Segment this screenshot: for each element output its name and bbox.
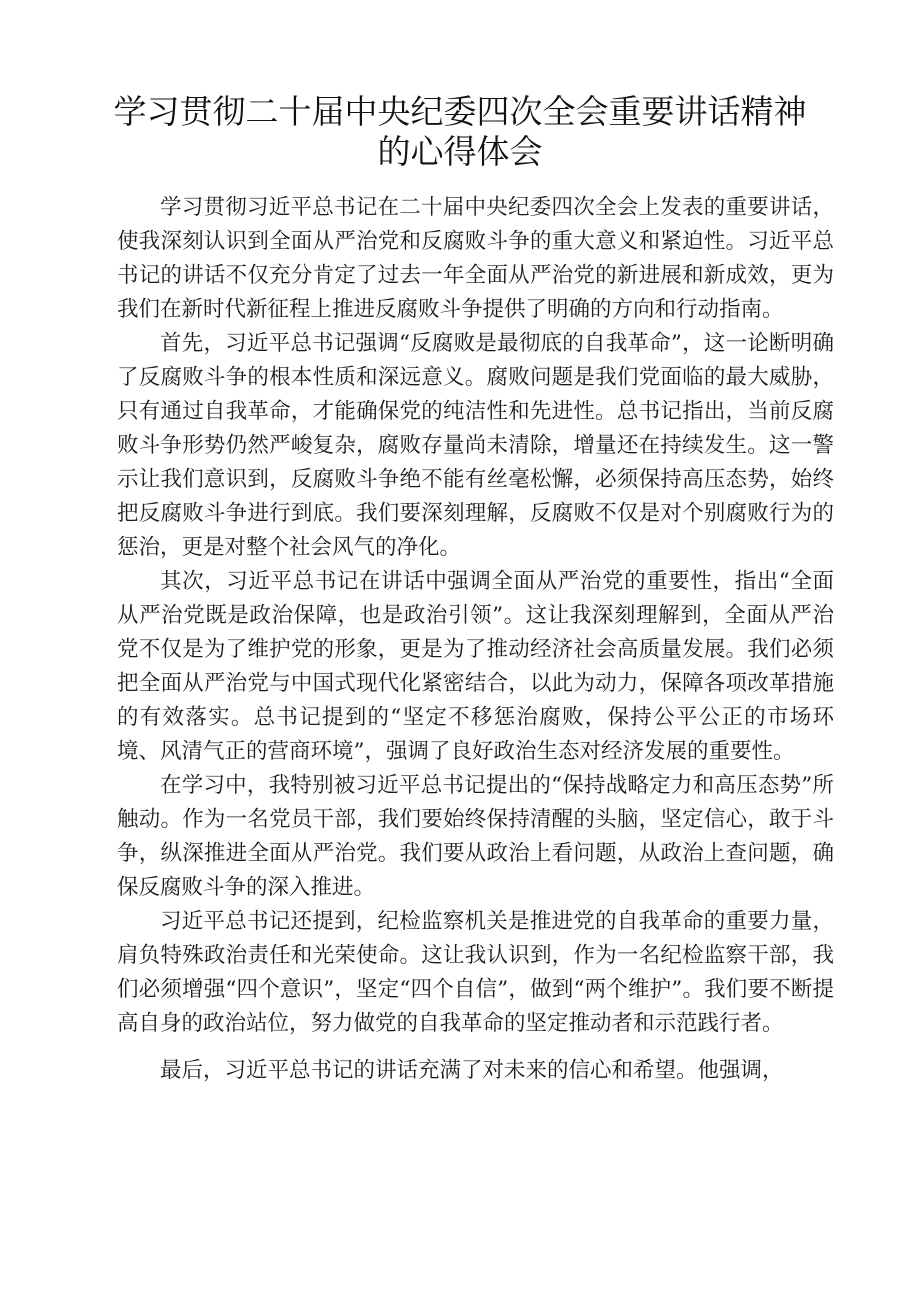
title-line-1: 学习贯彻二十届中央纪委四次全会重要讲话精神 [113, 92, 807, 131]
paragraph-discipline: 习近平总书记还提到，纪检监察机关是推进党的自我革命的重要力量，肩负特殊政治责任和光荣使命。这让我认识到，作为一名纪检监察干部，我们必须增强“四个意识”，坚定“四个自信”，做到“两个维护”。我们要不断提高自身的政治站位，努力做党的自我革命的坚定推动者和示范践行者。 [117, 909, 834, 1036]
paragraph-first: 首先，习近平总书记强调“反腐败是最彻底的自我革命”，这一论断明确了反腐败斗争的根本性质和深远意义。腐败问题是我们党面临的最大威胁，只有通过自我革命，才能确保党的纯洁性和先进性。总书记指出，当前反腐败斗争形势仍然严峻复杂，腐败存量尚未清除，增量还在持续发生。这一警示让我们意识到，反腐败斗争绝不能有丝毫松懈，必须保持高压态势，始终把反腐败斗争进行到底。我们要深刻理解，反腐败不仅是对个别腐败行为的惩治，更是对整个社会风气的净化。 [117, 331, 834, 560]
title-line-2: 的心得体会 [377, 132, 543, 171]
document-body [117, 191, 834, 1088]
paragraph-second: 其次，习近平总书记在讲话中强调全面从严治党的重要性，指出“全面从严治党既是政治保障，也是政治引领”。这让我深刻理解到，全面从严治党不仅是为了维护党的形象，更是为了推动经济社会高质量发展。我们必须把全面从严治党与中国式现代化紧密结合，以此为动力，保障各项改革措施的有效落实。总书记提到的“坚定不移惩治腐败，保持公平公正的市场环境、风清气正的营商环境”，强调了良好政治生态对经济发展的重要性。 [117, 569, 834, 764]
paragraph-study: 在学习中，我特别被习近平总书记提出的“保持战略定力和高压态势”所触动。作为一名党员干部，我们要始终保持清醒的头脑，坚定信心，敢于斗争，纵深推进全面从严治党。我们要从政治上看问题，从政治上查问题，确保反腐败斗争的深入推进。 [117, 773, 834, 900]
document-title [100, 92, 820, 172]
paragraph-intro: 学习贯彻习近平总书记在二十届中央纪委四次全会上发表的重要讲话，使我深刻认识到全面从严治党和反腐败斗争的重大意义和紧迫性。习近平总书记的讲话不仅充分肯定了过去一年全面从严治党的新进展和新成效，更为我们在新时代新征程上推进反腐败斗争提供了明确的方向和行动指南。 [117, 195, 834, 322]
paragraph-final: 最后，习近平总书记的讲话充满了对未来的信心和希望。他强调， [160, 1058, 784, 1083]
